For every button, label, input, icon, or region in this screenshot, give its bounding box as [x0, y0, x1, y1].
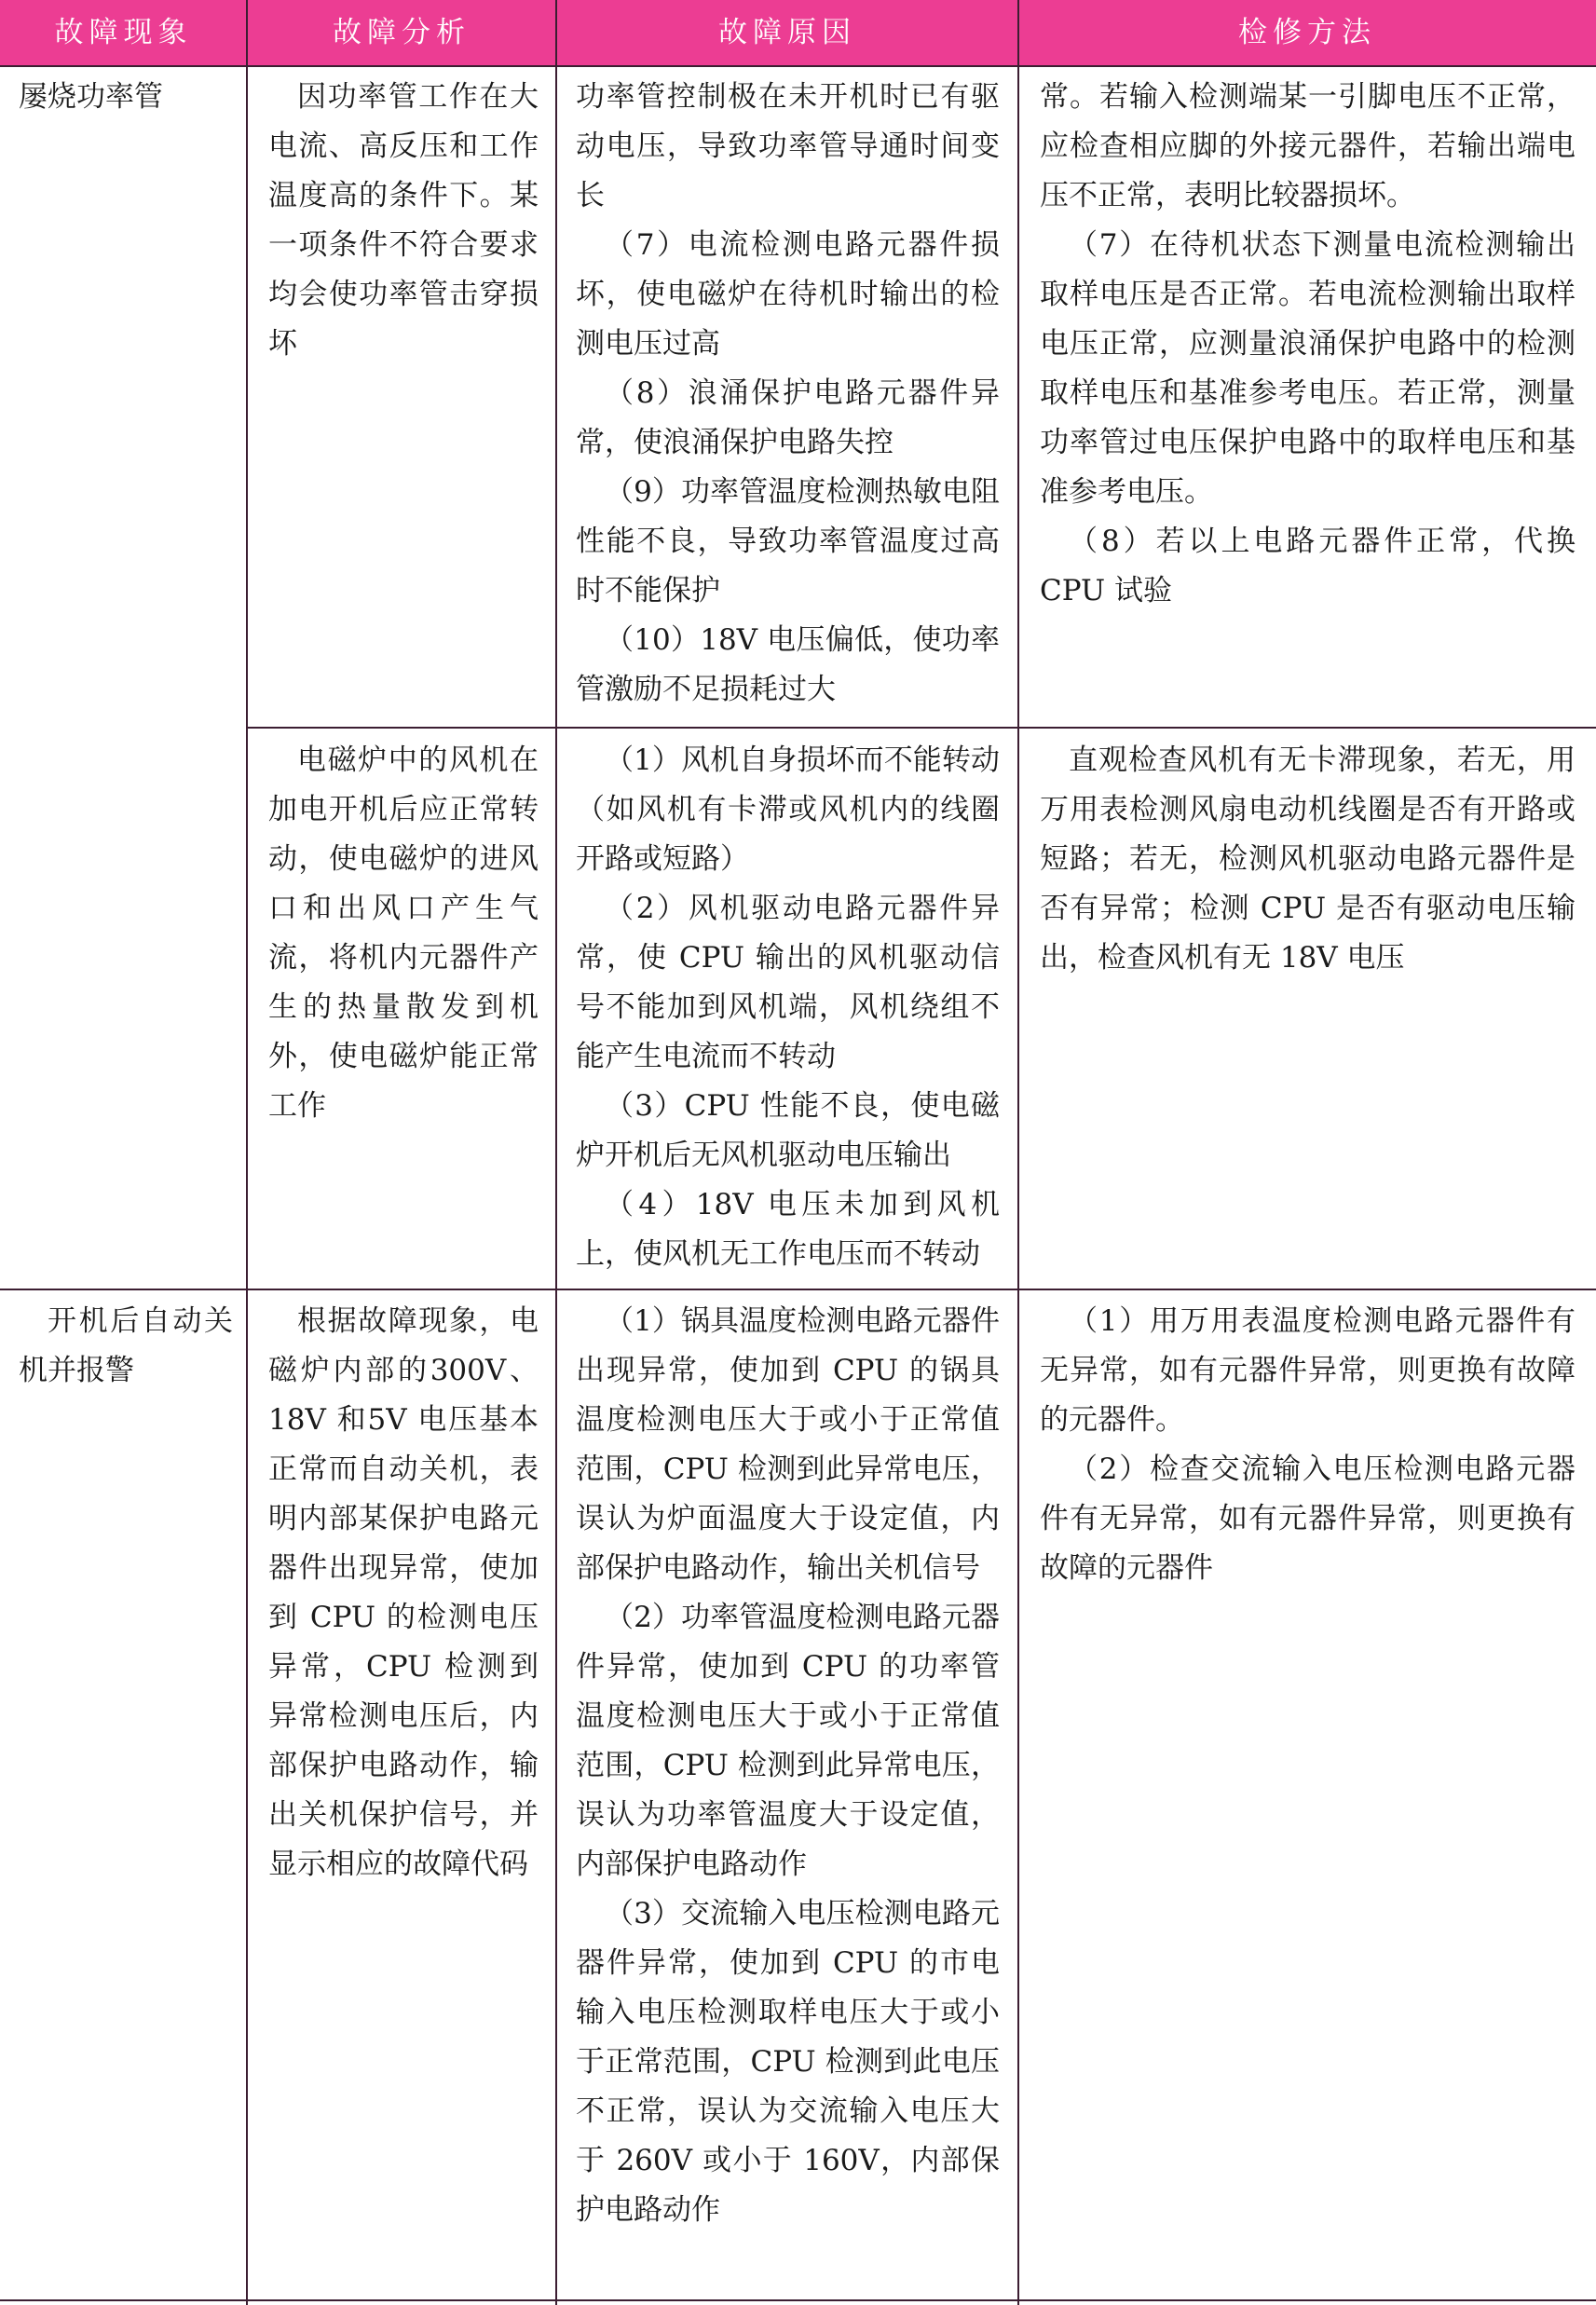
cause-text: （2）风机驱动电路元器件异常，使 CPU 输出的风机驱动信号不能加到风机端，风机绕组不能产生电流而不转动 [576, 892, 1000, 1073]
method-text: （2）检查交流输入电压检测电路元器件有无异常，如有元器件异常，则更换有故障的元器件 [1040, 1453, 1576, 1585]
method-text: （1）用万用表温度检测电路元器件有无异常，如有元器件异常，则更换有故障的元器件。 [1040, 1304, 1576, 1437]
method-cell [1040, 1297, 1576, 1593]
cause-text: （1）风机自身损坏而不能转动（如风机有卡滞或风机内的线圈开路或短路） [576, 743, 1000, 876]
method-cell [1040, 736, 1576, 983]
analysis-text: 电磁炉中的风机在加电开机后应正常转动，使电磁炉的进风口和出风口产生气流，将机内元器件产生的热量散发到机外，使电磁炉能正常工作 [268, 743, 539, 1123]
symptom-text: 开机后自动关机并报警 [19, 1304, 233, 1387]
header-cause: 故障原因 [718, 16, 856, 49]
cause-cell [576, 73, 1000, 715]
method-text: 直观检查风机有无卡滞现象，若无，用万用表检测风扇电动机线圈是否有开路或短路；若无，检测风机驱动电路元器件是否有异常；检测 CPU 是否有驱动电压输出，检查风机有无 18V 电压 [1040, 743, 1576, 975]
cause-text: 功率管控制极在未开机时已有驱动电压，导致功率管导通时间变长 [576, 80, 1000, 212]
column-divider [246, 0, 248, 2305]
method-cell [1040, 73, 1576, 616]
header-analysis: 故障分析 [333, 16, 471, 49]
cause-cell [576, 736, 1000, 1279]
cause-text: （10）18V 电压偏低，使功率管激励不足损耗过大 [576, 623, 1000, 706]
cause-text: （2）功率管温度检测电路元器件异常，使加到 CPU 的功率管温度检测电压大于或小于正常值范围，CPU 检测到此异常电压，误认为功率管温度大于设定值，内部保护电路动作 [576, 1601, 1000, 1881]
method-text: 常。若输入检测端某一引脚电压不正常，应检查相应脚的外接元器件，若输出端电压不正常，表明比较器损坏。 [1040, 80, 1576, 212]
header-symptom: 故障现象 [54, 16, 193, 49]
column-divider [1017, 0, 1019, 2305]
row-divider [0, 1289, 1596, 1290]
method-text: （8）若以上电路元器件正常，代换 CPU 试验 [1040, 525, 1576, 607]
cause-text: （1）锅具温度检测电路元器件出现异常，使加到 CPU 的锅具温度检测电压大于或小于正常值范围，CPU 检测到此异常电压，误认为炉面温度大于设定值，内部保护电路动作，输出关机信号 [576, 1304, 1000, 1585]
table-row [19, 73, 239, 122]
table-header [0, 0, 1596, 67]
cause-text: （4）18V 电压未加到风机上，使风机无工作电压而不转动 [576, 1188, 1000, 1271]
column-divider [555, 0, 557, 2305]
analysis-cell [268, 736, 539, 1131]
table-bottom-border [0, 2299, 1596, 2301]
analysis-cell [268, 1297, 539, 1889]
analysis-cell [268, 73, 539, 369]
symptom-text: 屡烧功率管 [19, 80, 163, 114]
method-text: （7）在待机状态下测量电流检测输出取样电压是否正常。若电流检测输出取样电压正常，应测量浪涌保护电路中的检测取样电压和基准参考电压。若正常，测量功率管过电压保护电路中的取样电压和基准参考电压。 [1040, 228, 1576, 509]
analysis-text: 因功率管工作在大电流、高反压和工作温度高的条件下。某一项条件不符合要求均会使功率管击穿损坏 [268, 80, 539, 361]
cause-text: （3）CPU 性能不良，使电磁炉开机后无风机驱动电压输出 [576, 1089, 1000, 1172]
header-method: 检修方法 [1238, 16, 1376, 49]
cause-text: （8）浪涌保护电路元器件异常，使浪涌保护电路失控 [576, 376, 1000, 459]
analysis-text: 根据故障现象，电磁炉内部的300V、18V 和5V 电压基本正常而自动关机，表明内部某保护电路元器件出现异常，使加到 CPU 的检测电压异常，CPU 检测到异常检测电压后，内部保护电路动作，输出关机保护信号，并显示相应的故障代码 [268, 1304, 539, 1881]
cause-text: （7）电流检测电路元器件损坏，使电磁炉在待机时输出的检测电压过高 [576, 228, 1000, 361]
cause-cell [576, 1297, 1000, 2235]
cause-text: （9）功率管温度检测热敏电阻性能不良，导致功率管温度过高时不能保护 [576, 475, 1000, 607]
cause-text: （3）交流输入电压检测电路元器件异常，使加到 CPU 的市电输入电压检测取样电压大于或小于正常范围，CPU 检测到此电压不正常，误认为交流输入电压大于 260V 或小于 160V，内部保护电路动作 [576, 1897, 1000, 2227]
table-row [19, 1297, 233, 1396]
row-divider [247, 727, 1596, 729]
